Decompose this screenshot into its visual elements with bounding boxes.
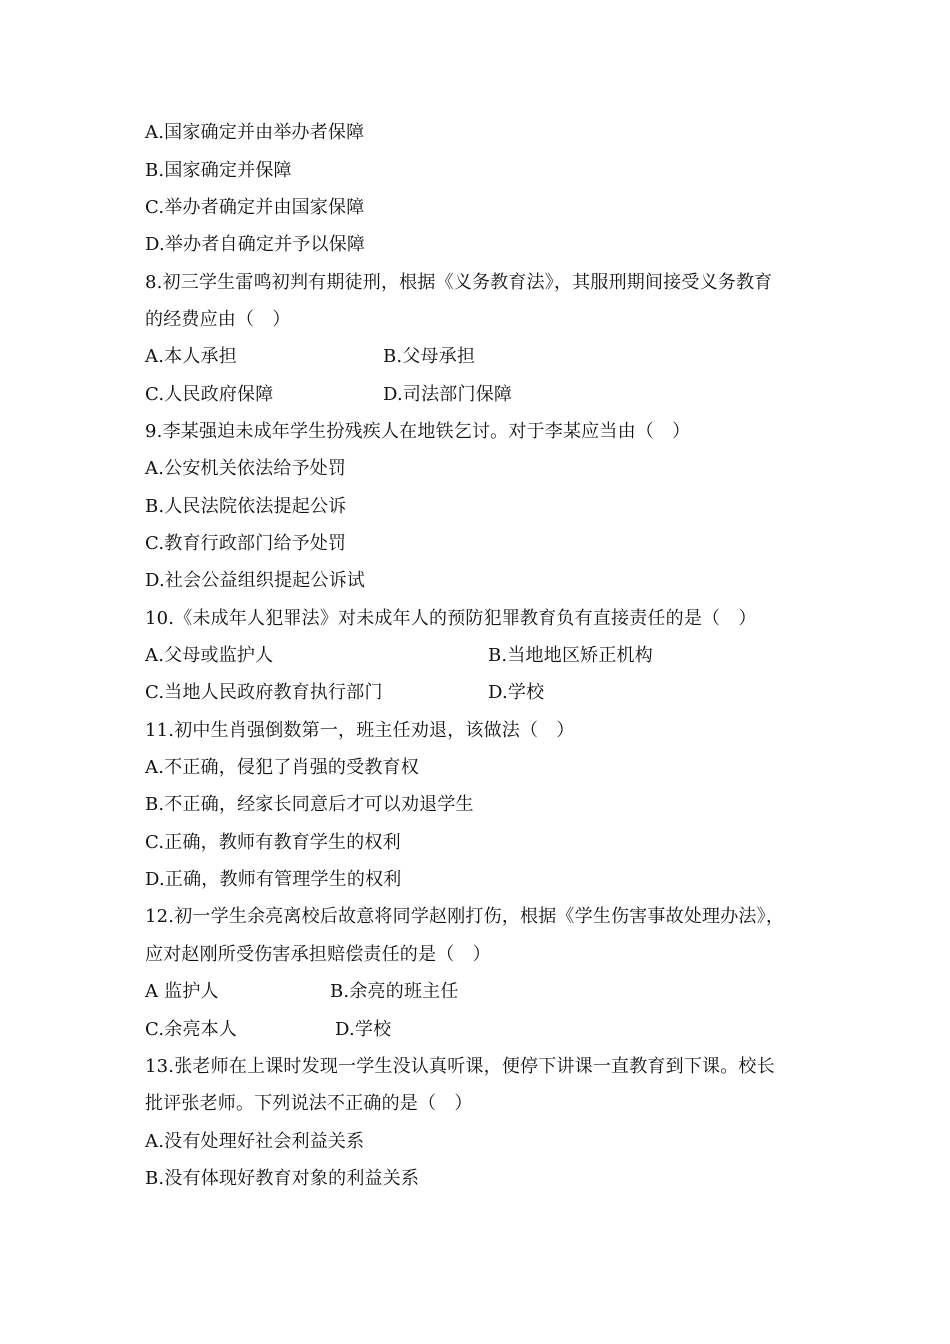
q12-option-a: A 监护人	[145, 981, 219, 1002]
q11-option-a: A.不正确，侵犯了肖强的受教育权	[145, 757, 419, 778]
q12-stem-line1: 12.初一学生余亮离校后故意将同学赵刚打伤，根据《学生伤害事故处理办法》，	[145, 906, 785, 927]
q12-option-c: C.余亮本人	[145, 1019, 238, 1040]
q12-stem-line2: 应对赵刚所受伤害承担赔偿责任的是（ ）	[145, 944, 491, 965]
q10-option-a: A.父母或监护人	[145, 645, 274, 666]
q12-option-d: D.学校	[335, 1019, 392, 1040]
q13-stem-line2: 批评张老师。下列说法不正确的是（ ）	[145, 1093, 473, 1114]
q9-option-d: D.社会公益组织提起公诉试	[145, 570, 366, 591]
q13-option-b: B.没有体现好教育对象的利益关系	[145, 1168, 420, 1189]
q10-option-c: C.当地人民政府教育执行部门	[145, 682, 383, 703]
q7-option-d: D.举办者自确定并予以保障	[145, 234, 366, 255]
q9-option-a: A.公安机关依法给予处罚	[145, 458, 347, 479]
q13-option-a: A.没有处理好社会利益关系	[145, 1131, 365, 1152]
q8-option-b: B.父母承担	[383, 346, 476, 367]
q8-option-c: C.人民政府保障	[145, 384, 274, 405]
q9-option-c: C.教育行政部门给予处罚	[145, 533, 347, 554]
q11-option-b: B.不正确，经家长同意后才可以劝退学生	[145, 794, 474, 815]
q13-stem-line1: 13.张老师在上课时发现一学生没认真听课，便停下讲课一直教育到下课。校长	[145, 1056, 775, 1077]
q9-option-b: B.人民法院依法提起公诉	[145, 496, 347, 517]
q11-option-c: C.正确，教师有教育学生的权利	[145, 832, 401, 853]
q11-stem: 11.初中生肖强倒数第一，班主任劝退，该做法（ ）	[145, 720, 575, 741]
q8-option-d: D.司法部门保障	[383, 384, 513, 405]
q7-option-c: C.举办者确定并由国家保障	[145, 197, 365, 218]
q7-option-a: A.国家确定并由举办者保障	[145, 122, 365, 143]
q12-option-b: B.余亮的班主任	[330, 981, 459, 1002]
q8-stem-line2: 的经费应由（ ）	[145, 309, 291, 330]
q10-stem: 10.《未成年人犯罪法》对未成年人的预防犯罪教育负有直接责任的是（ ）	[145, 608, 757, 629]
q8-stem-line1: 8.初三学生雷鸣初判有期徒刑，根据《义务教育法》，其服刑期间接受义务教育	[145, 272, 773, 293]
q8-option-a: A.本人承担	[145, 346, 237, 367]
q7-option-b: B.国家确定并保障	[145, 160, 292, 181]
q10-option-b: B.当地地区矫正机构	[488, 645, 653, 666]
q10-option-d: D.学校	[488, 682, 545, 703]
q9-stem: 9.李某强迫未成年学生扮残疾人在地铁乞讨。对于李某应当由（ ）	[145, 421, 691, 442]
q11-option-d: D.正确，教师有管理学生的权利	[145, 869, 402, 890]
